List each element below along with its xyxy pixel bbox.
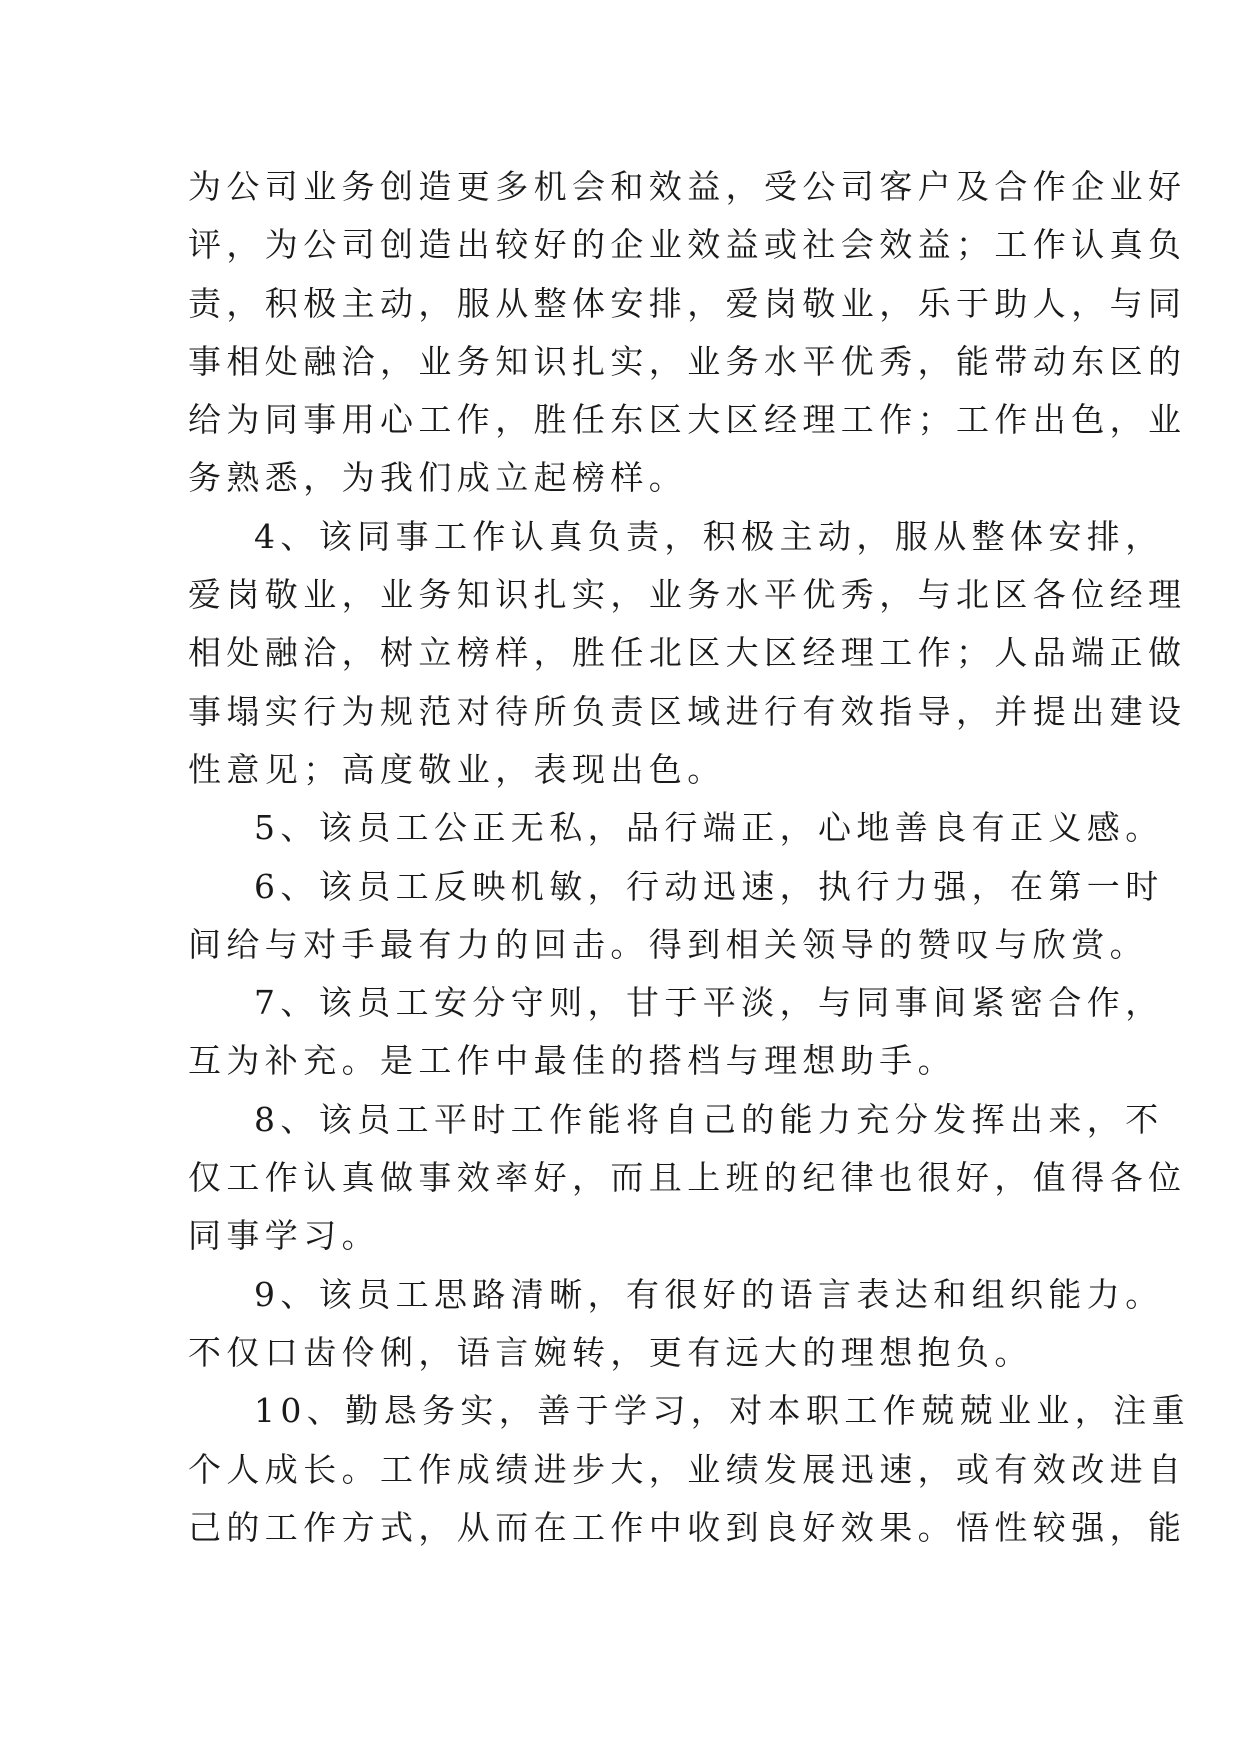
paragraph-4-start: 4、该同事工作认真负责，积极主动，服从整体安排， (254, 516, 1164, 556)
text-line: 爱岗敬业，业务知识扎实，业务水平优秀，与北区各位经理 (188, 575, 1187, 615)
text-line: 事相处融洽，业务知识扎实，业务水平优秀，能带动东区的 (188, 341, 1187, 381)
text-line: 仅工作认真做事效率好，而且上班的纪律也很好，值得各位 (188, 1158, 1187, 1198)
paragraph-5-start: 5、该员工公正无私，品行端正，心地善良有正义感。 (254, 808, 1164, 848)
text-line: 评，为公司创造出较好的企业效益或社会效益；工作认真负 (188, 225, 1187, 265)
text-line: 个人成长。工作成绩进步大，业绩发展迅速，或有效改进自 (188, 1449, 1187, 1489)
document-body (188, 158, 1190, 1557)
paragraph-9-start: 9、该员工思路清晰，有很好的语言表达和组织能力。 (254, 1274, 1164, 1314)
text-line: 间给与对手最有力的回击。得到相关领导的赞叹与欣赏。 (188, 924, 1148, 964)
paragraph-10-start: 10、勤恳务实，善于学习，对本职工作兢兢业业，注重 (254, 1391, 1190, 1431)
text-line: 己的工作方式，从而在工作中收到良好效果。悟性较强，能 (188, 1507, 1187, 1547)
text-line: 相处融洽，树立榜样，胜任北区大区经理工作；人品端正做 (188, 633, 1187, 673)
text-line: 责，积极主动，服从整体安排，爱岗敬业，乐于助人，与同 (188, 283, 1187, 323)
text-line: 同事学习。 (188, 1216, 380, 1256)
paragraph-6-start: 6、该员工反映机敏，行动迅速，执行力强，在第一时 (254, 866, 1164, 906)
text-line: 给为同事用心工作，胜任东区大区经理工作；工作出色，业 (188, 400, 1187, 440)
text-line: 不仅口齿伶俐，语言婉转，更有远大的理想抱负。 (188, 1332, 1033, 1372)
paragraph-8-start: 8、该员工平时工作能将自己的能力充分发挥出来，不 (254, 1099, 1164, 1139)
text-line: 性意见；高度敬业，表现出色。 (188, 749, 726, 789)
text-line: 互为补充。是工作中最佳的搭档与理想助手。 (188, 1041, 956, 1081)
paragraph-7-start: 7、该员工安分守则，甘于平淡，与同事间紧密合作， (254, 983, 1164, 1023)
text-line: 为公司业务创造更多机会和效益，受公司客户及合作企业好 (188, 167, 1187, 206)
text-line: 事塌实行为规范对待所负责区域进行有效指导，并提出建设 (188, 691, 1187, 731)
text-line: 务熟悉，为我们成立起榜样。 (188, 458, 688, 498)
